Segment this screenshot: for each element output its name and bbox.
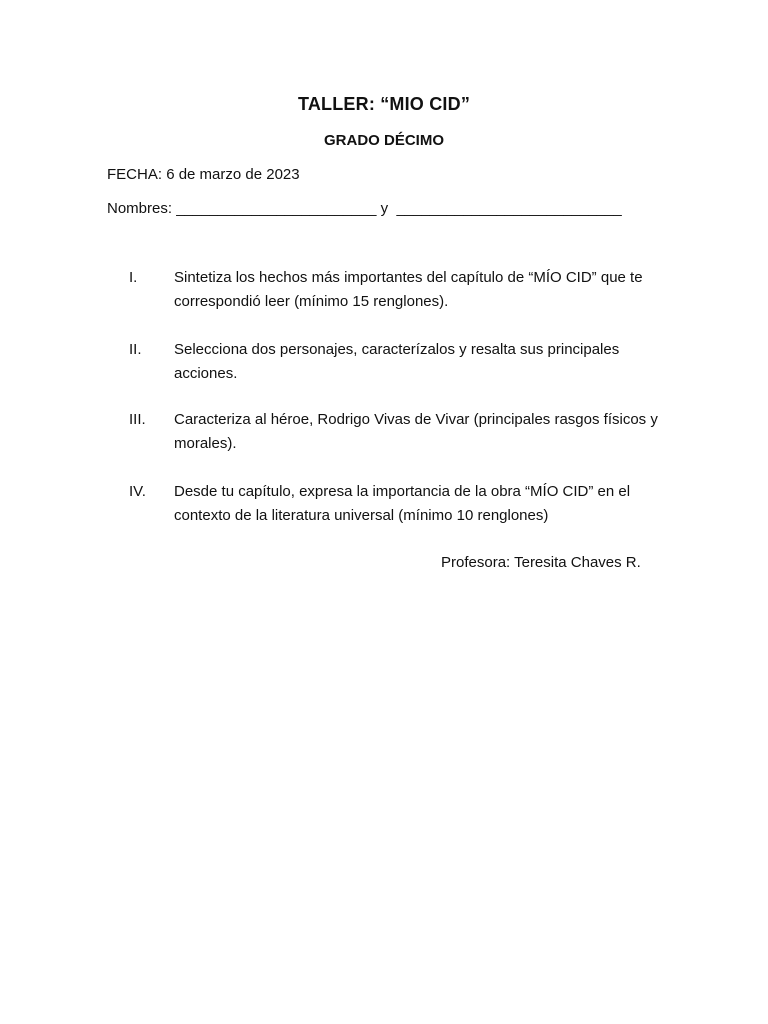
names-line	[107, 200, 622, 217]
document-title: TALLER: “MIO CID”	[297, 94, 471, 114]
item-text: Sintetiza los hechos más importantes del capítulo de “MÍO CID” que te correspondió leer (mínimo 15 renglones).	[174, 269, 643, 310]
item-text: Caracteriza al héroe, Rodrigo Vivas de Vivar (principales rasgos físicos y morales).	[174, 411, 658, 452]
names-connector: y	[380, 200, 389, 217]
names-label: Nombres:	[107, 200, 173, 217]
names-blank-1: ________________________	[176, 200, 377, 217]
item-number: IV.	[129, 483, 146, 500]
teacher-signature: Profesora: Teresita Chaves R.	[441, 554, 641, 571]
item-number: III.	[129, 411, 146, 428]
item-text: Desde tu capítulo, expresa la importancia de la obra “MÍO CID” en el contexto de la literatura universal (mínimo 10 renglones)	[174, 483, 631, 524]
document-subtitle: GRADO DÉCIMO	[324, 132, 444, 149]
date-label: FECHA:	[107, 166, 163, 183]
date-line	[107, 166, 300, 183]
item-text: Selecciona dos personajes, caracterízalos y resalta sus principales acciones.	[174, 341, 620, 382]
item-number: II.	[129, 341, 142, 358]
date-value: 6 de marzo de 2023	[166, 166, 300, 183]
names-blank-2: ___________________________	[396, 200, 622, 217]
item-number: I.	[129, 269, 138, 286]
